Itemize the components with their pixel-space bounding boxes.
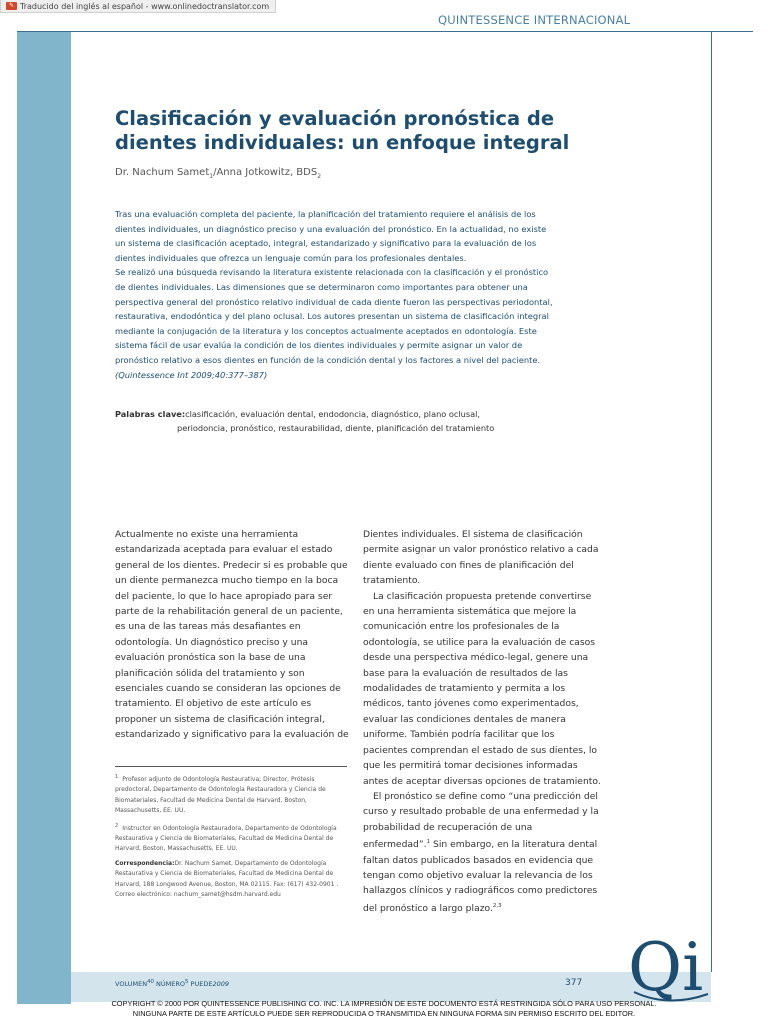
abstract-citation: (Quintessence Int 2009;40:377–387)	[115, 369, 268, 380]
footnote-2	[115, 821, 347, 855]
footnotes	[115, 772, 347, 904]
reference-marker[interactable]: 1	[426, 839, 431, 846]
footnote-marker: 2	[115, 822, 119, 829]
year: 2009	[212, 980, 229, 989]
translator-doc-icon: ✎	[6, 2, 17, 10]
reference-marker[interactable]: 2,3	[492, 902, 502, 909]
volume-number: 40	[147, 979, 154, 985]
right-rule	[711, 32, 712, 972]
copyright-notice	[0, 999, 768, 1018]
translator-bar[interactable]	[0, 0, 276, 13]
issue-number: 5	[185, 979, 189, 985]
footnote-text: Profesor adjunto de Odontología Restaurativa; Director, Prótesis predoctoral, Departamento de Odontología Restauradora y Ciencia de Biomateriales, Facultad de Medicina Dental de Harvard, Boston, Massachusetts, EE. UU.	[115, 776, 326, 815]
abstract	[115, 207, 555, 382]
month-label: PUEDE	[188, 980, 213, 989]
left-color-bar	[17, 32, 71, 1004]
volume-label: VOLUMEN	[115, 980, 148, 989]
keywords-label: Palabras clave:	[115, 409, 186, 419]
abstract-paragraph-2	[115, 265, 555, 382]
abstract-paragraph-1: Tras una evaluación completa del paciente, la planificación del tratamiento requiere el análisis de los dientes individuales, un diagnóstico preciso y una evaluación del pronóstico. En la actualidad, no existe un sistema de clasificación aceptado, integral, estandarizado y significativo para la evaluación de los dientes individuales que ofrezca un lenguaje común para los profesionales dentales.	[115, 209, 547, 263]
body-paragraph: La clasificación propuesta pretende convertirse en una herramienta sistemática que mejore la comunicación entre los profesionales de la odontología, se utilice para la evaluación de casos desde una perspectiva médico-legal, genere una base para la evaluación de resultados de las modalidades de tratamiento y permita a los médicos, tanto jóvenes como experimentados, evaluar las condiciones dentales de manera uniforme. También podría facilitar que los pacientes comprendan el estado de sus dientes, lo que les permitirá tomar decisiones informadas antes de aceptar diversas opciones de tratamiento.	[363, 590, 601, 787]
volume-line	[115, 979, 229, 988]
body-paragraph: Dientes individuales. El sistema de clasificación permite asignar un valor pronóstico relativo a cada diente evaluado con fines de planificación del tratamiento.	[363, 529, 599, 587]
page-number: 377	[565, 978, 583, 988]
keywords-line-1: clasificación, evaluación dental, endodoncia, diagnóstico, plano oclusal,	[185, 409, 481, 419]
footnote-1	[115, 772, 347, 817]
body-text: El pronóstico se define como “una predicción del curso y resultado probable de una enfermedad y la probabilidad de recuperación de una enfermedad”.	[363, 790, 599, 851]
footnote-rule	[115, 766, 347, 767]
authors	[115, 167, 321, 180]
author-1-affiliation: 1	[209, 173, 214, 180]
body-column-right	[363, 527, 601, 916]
body-text: Sin embargo, en la literatura dental faltan datos publicados basados en evidencia que tengan como objetivo evaluar la relevancia de los hallazgos clínicos y radiográficos como predictores del pronóstico a largo plazo.	[363, 839, 598, 914]
correspondence-text: Dr. Nachum Samet, Departamento de Odontología Restaurativa y Ciencia de Biomateriales, Facultad de Medicina Dental de Harvard, 188 Longwood Avenue, Boston, MA 02115. Fax: (617) 432-0901 . Correo electrónico: nachum_samet@hsdm.harvard.edu	[115, 859, 339, 899]
translator-text[interactable]: Traducido del inglés al español - www.onlinedoctranslator.com	[20, 1, 270, 11]
number-label: NÚMERO	[153, 980, 186, 989]
body-paragraph: Actualmente no existe una herramienta estandarizada aceptada para evaluar el estado general de los dientes. Predecir si es probable que un diente permanezca mucho tiempo en la boca del paciente, lo que lo hace apropiado para ser parte de la rehabilitación general de un paciente, es una de las tareas más desafiantes en odontología. Un diagnóstico preciso y una evaluación pronóstica son la base de una planificación sólida del tratamiento y son esenciales cuando se consideran las opciones de tratamiento. El objetivo de este artículo es proponer un sistema de clasificación integral, estandarizado y significativo para la evaluación de	[115, 529, 349, 741]
keywords-line-2: periodoncia, pronóstico, restaurabilidad, diente, planificación del tratamiento	[177, 423, 495, 433]
footnote-text: Instructor en Odontología Restauradora, Departamento de Odontología Restaurativa y Ciencia de Biomateriales, Facultad de Medicina Dental de Harvard, Boston, Massachusetts, EE. UU.	[115, 824, 337, 853]
copyright-line-1: COPYRIGHT © 2000 POR QUINTESSENCE PUBLISHING CO. INC. LA IMPRESIÓN DE ESTE DOCUMENTO ESTÁ RESTRINGIDA SÓLO PARA USO PERSONAL.	[111, 999, 657, 1008]
body-column-left	[115, 527, 353, 743]
article-title: Clasificación y evaluación pronóstica de dientes individuales: un enfoque integral	[115, 107, 570, 154]
author-2: /Anna Jotkowitz, BDS	[213, 167, 318, 178]
footnote-marker: 1	[115, 774, 119, 780]
abstract-paragraph-2-text: Se realizó una búsqueda revisando la literatura existente relacionada con la clasificación y el pronóstico de dientes individuales. Las dimensiones que se determinaron como importantes para obtener una perspectiva general del pronóstico relativo individual de cada diente fueron las perspectivas periodontal, restaurativa, endodóntica y del plano oclusal. Los autores presentan un sistema de clasificación integral mediante la conjugación de la literatura y los conceptos actualmente aceptados en odontología. Este sistema fácil de usar evalúa la condición de los dientes individuales y permite asignar un valor de pronóstico relativo a esos dientes en función de la condición dental y los factores a nivel del paciente.	[115, 267, 553, 365]
correspondence	[115, 859, 347, 901]
author-2-affiliation: 2	[317, 173, 322, 180]
logo-text: Qi	[628, 932, 704, 1006]
copyright-line-2: NINGUNA PARTE DE ESTE ARTÍCULO PUEDE SER REPRODUCIDA O TRANSMITIDA EN NINGUNA FORMA SIN PERMISO ESCRITO DEL EDITOR.	[132, 1008, 636, 1018]
keywords	[115, 407, 515, 435]
author-1: Dr. Nachum Samet	[115, 167, 210, 178]
journal-header: QUINTESSENCE INTERNACIONAL	[438, 13, 631, 27]
correspondence-label: Correspondencia:	[115, 859, 175, 867]
quintessence-qi-logo	[628, 932, 712, 1008]
header-rule	[17, 31, 753, 32]
body-paragraph	[363, 789, 601, 916]
